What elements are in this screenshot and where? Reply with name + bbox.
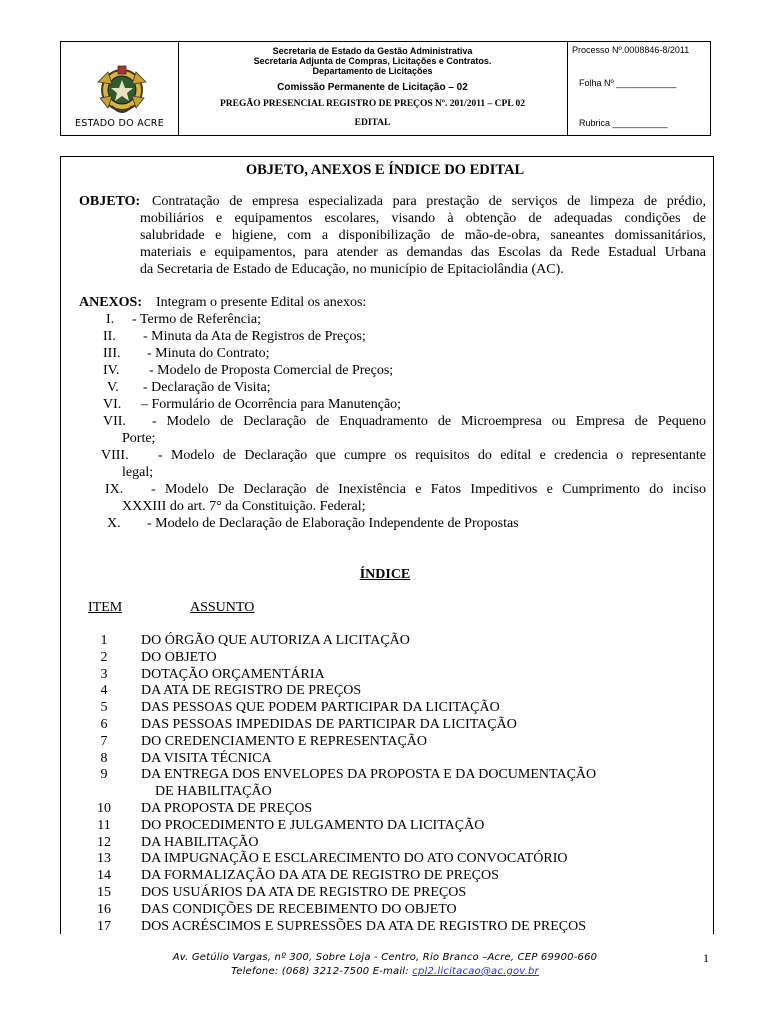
indice-item-subject: DO ÓRGÃO QUE AUTORIZA A LICITAÇÃO [141,633,410,648]
anexo-text-cont: Porte; [122,431,156,446]
indice-item-subject: DOTAÇÃO ORÇAMENTÁRIA [141,666,325,682]
folha-field: Folha Nº ____________ [579,78,677,88]
indice-item-number: 6 [100,717,108,732]
indice-item-number: 3 [100,666,108,682]
indice-item-number: 16 [97,901,111,917]
state-label: ESTADO DO ACRE [75,118,164,129]
anexo-text: - Declaração de Visita; [143,380,271,395]
indice-title: ÍNDICE [359,567,411,582]
indice-item-subject: DOS USUÁRIOS DA ATA DE REGISTRO DE PREÇOS [141,885,467,900]
main-title: OBJETO, ANEXOS E ÍNDICE DO EDITAL [245,162,525,178]
indice-item-subject: DA HABILITAÇÃO [141,834,259,850]
document-header [60,41,711,136]
indice-item-number: 5 [100,700,108,716]
indice-item-number: 2 [100,649,108,665]
anexo-text: – Formulário de Ocorrência para Manutenção; [141,397,402,412]
anexo-text: - Minuta da Ata de Registros de Preços; [143,329,366,344]
anexo-text: - Modelo de Declaração de Enquadramento de Microempresa ou Empresa de Pequeno [152,414,706,429]
objeto-line-1: Contratação de empresa especializada para prestação de serviços de limpeza de prédio, [152,194,706,209]
indice-item-subject: DO CREDENCIAMENTO E REPRESENTAÇÃO [141,733,428,749]
anexo-text: - Modelo de Proposta Comercial de Preços; [149,363,394,378]
footer-contact [0,966,770,977]
anexo-text-cont: legal; [122,465,154,480]
anexo-text: - Minuta do Contrato; [147,346,270,361]
indice-item-number: 4 [100,683,108,699]
indice-item-number: 13 [97,851,111,867]
indice-item-number: 10 [97,801,111,816]
indice-item-number: 17 [97,918,111,934]
anexo-num: VIII. [101,448,129,463]
page-number: 1 [703,951,709,965]
objeto-line-5: da Secretaria de Estado de Educação, no município de Epitaciolândia (AC). [140,262,564,277]
state-crest-icon [94,62,150,120]
anexo-num: X. [107,516,121,531]
indice-item-subject: DA IMPUGNAÇÃO E ESCLARECIMENTO DO ATO CONVOCATÓRIO [141,851,568,867]
indice-item-number: 11 [97,817,111,833]
header-crest-cell [61,42,179,135]
indice-item-subject: DAS PESSOAS QUE PODEM PARTICIPAR DA LICITAÇÃO [141,700,500,716]
indice-item-number: 12 [97,834,111,850]
anexo-text: - Modelo de Declaração que cumpre os requisitos do edital e credencia o representante [158,448,706,463]
footer-phone: Telefone: (068) 3212-7500 E-mail: [231,966,409,977]
anexo-num: III. [103,346,121,361]
process-number: Processo Nº.0008846-8/2011 [572,45,690,55]
indice-item-number: 1 [100,633,108,648]
objeto-line-4: materiais e equipamentos, para atender as demandas das Escolas da Rede Estadual Urbana [140,245,706,260]
header-secretaria: Secretaria de Estado da Gestão Administrativa [272,46,473,56]
objeto-label: OBJETO: [79,194,141,209]
rubrica-field: Rubrica ___________ [579,118,668,128]
header-process-cell [567,42,711,135]
anexo-num: I. [106,312,115,327]
indice-col-item: ITEM [88,600,123,615]
indice-col-assunto: ASSUNTO [190,600,255,615]
indice-item-number: 14 [97,868,111,884]
indice-item-subject: DA ENTREGA DOS ENVELOPES DA PROPOSTA E DA DOCUMENTAÇÃO [141,767,597,783]
indice-item-subject: DOS ACRÉSCIMOS E SUPRESSÕES DA ATA DE REGISTRO DE PREÇOS [141,918,587,934]
anexo-text: - Modelo De Declaração de Inexistência e Fatos Impeditivos e Cumprimento do inciso [151,482,706,497]
anexo-num: V. [107,380,119,395]
header-commission: Comissão Permanente de Licitação – 02 [277,82,468,93]
anexo-num: II. [103,329,116,344]
indice-item-subject: DO PROCEDIMENTO E JULGAMENTO DA LICITAÇÃO [141,817,485,833]
anexo-text: - Modelo de Declaração de Elaboração Independente de Propostas [147,516,519,531]
header-edital: EDITAL [354,118,391,128]
indice-item-number: 15 [97,885,111,900]
indice-item-subject: DA VISITA TÉCNICA [141,750,272,766]
indice-item-number: 8 [100,750,108,766]
anexo-num: IV. [103,363,120,378]
indice-item-subject: DA ATA DE REGISTRO DE PREÇOS [141,683,362,699]
header-departamento: Departamento de Licitações [312,66,433,76]
anexo-text-cont: XXXIII do art. 7° da Constituição. Federal; [122,499,366,514]
indice-item-subject: DO OBJETO [141,649,217,665]
footer-email-link[interactable]: cpl2.licitacao@ac.gov.br [412,966,539,977]
anexo-num: VI. [103,397,122,412]
header-secretaria-adjunta: Secretaria Adjunta de Compras, Licitações e Contratos. [253,56,492,66]
anexos-intro: Integram o presente Edital os anexos: [156,295,367,310]
header-pregao: PREGÃO PRESENCIAL REGISTRO DE PREÇOS Nº. 201/2011 – CPL 02 [219,99,526,109]
anexos-label: ANEXOS: [79,295,143,310]
indice-item-subject-cont: DE HABILITAÇÃO [155,784,272,800]
objeto-line-3: salubridade e higiene, com a disponibilização de mão-de-obra, saneantes domissanitários, [140,228,706,243]
anexo-num: VII. [103,414,126,429]
indice-item-subject: DAS PESSOAS IMPEDIDAS DE PARTICIPAR DA LICITAÇÃO [141,717,517,732]
anexo-text: - Termo de Referência; [132,312,261,327]
indice-item-number: 7 [100,733,108,749]
indice-item-subject: DA PROPOSTA DE PREÇOS [141,801,313,816]
anexo-num: IX. [105,482,124,497]
objeto-line-2: mobiliários e equipamentos escolares, visando à obtenção de adequadas condições de [140,211,706,226]
indice-item-number: 9 [100,767,108,783]
footer-address: Av. Getúlio Vargas, nº 300, Sobre Loja - Centro, Rio Branco –Acre, CEP 69900-660 [172,952,598,963]
indice-item-subject: DA FORMALIZAÇÃO DA ATA DE REGISTRO DE PREÇOS [141,868,499,884]
indice-item-subject: DAS CONDIÇÕES DE RECEBIMENTO DO OBJETO [141,901,457,917]
